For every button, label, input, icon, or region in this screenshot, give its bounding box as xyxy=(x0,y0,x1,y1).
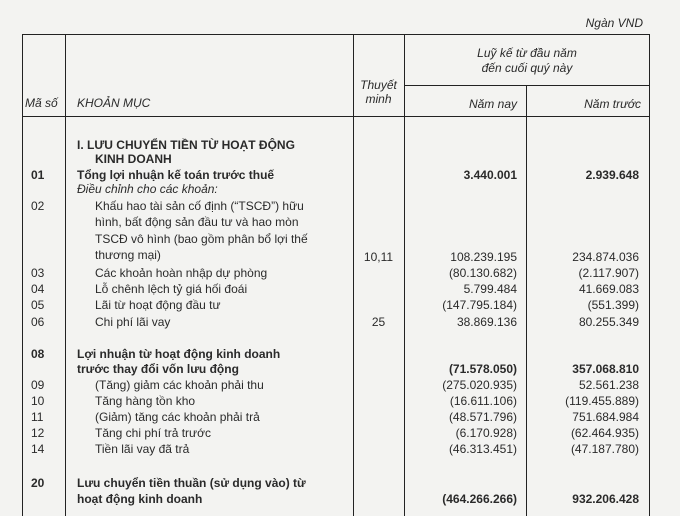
row-04-current: 5.799.484 xyxy=(463,282,517,296)
row-09-current: (275.020.935) xyxy=(442,378,517,392)
row-10-label: Tăng hàng tồn kho xyxy=(95,394,196,408)
cash-flow-table xyxy=(22,34,650,516)
row-08-label-line2: trước thay đổi vốn lưu động xyxy=(77,362,239,376)
row-14-code: 14 xyxy=(31,442,45,456)
row-05-current: (147.795.184) xyxy=(442,298,517,312)
row-09-label: (Tăng) giảm các khoản phải thu xyxy=(95,378,264,392)
header-code: Mã số xyxy=(25,96,58,110)
row-04-code: 04 xyxy=(31,282,45,296)
row-10-prior: (119.455.889) xyxy=(565,394,639,408)
row-02-current: 108.239.195 xyxy=(450,250,517,264)
row-14-prior: (47.187.780) xyxy=(570,442,639,456)
header-prior-year: Năm trước xyxy=(584,97,641,111)
row-05-code: 05 xyxy=(31,298,45,312)
row-02-label-line2: hình, bất động sản đầu tư và hao mòn xyxy=(95,215,299,229)
row-02-label-line4: thương mại) xyxy=(95,248,161,262)
row-12-prior: (62.464.935) xyxy=(570,426,639,440)
row-02-prior: 234.874.036 xyxy=(572,250,639,264)
row-01-code: 01 xyxy=(31,168,45,182)
row-03-label: Các khoản hoàn nhập dự phòng xyxy=(95,266,268,280)
row-09-code: 09 xyxy=(31,378,45,392)
row-12-code: 12 xyxy=(31,426,45,440)
row-03-prior: (2.117.907) xyxy=(578,266,639,280)
section-title-line1: I. LƯU CHUYỂN TIỀN TỪ HOẠT ĐỘNG xyxy=(77,138,295,152)
column-divider xyxy=(65,35,66,516)
row-01-prior: 2.939.648 xyxy=(585,168,639,182)
row-04-label: Lỗ chênh lệch tỷ giá hối đoái xyxy=(95,282,248,296)
row-09-prior: 52.561.238 xyxy=(578,378,639,392)
row-02-label-line1: Khấu hao tài sản cố định (“TSCĐ”) hữu xyxy=(95,199,304,213)
row-05-prior: (551.399) xyxy=(587,298,639,312)
row-20-prior: 932.206.428 xyxy=(572,492,639,506)
row-20-code: 20 xyxy=(31,476,45,490)
row-06-label: Chi phí lãi vay xyxy=(95,315,171,329)
row-08-code: 08 xyxy=(31,347,45,361)
header-period-line1: Luỹ kế từ đầu năm xyxy=(477,46,577,60)
row-01-label: Tổng lợi nhuận kế toán trước thuế xyxy=(77,168,275,182)
row-11-prior: 751.684.984 xyxy=(572,410,639,424)
row-11-code: 11 xyxy=(31,410,44,424)
row-10-code: 10 xyxy=(31,394,45,408)
row-06-note: 25 xyxy=(371,315,386,329)
row-03-current: (80.130.682) xyxy=(448,266,517,280)
header-note-line2: minh xyxy=(365,92,392,106)
row-08-label-line1: Lợi nhuận từ hoạt động kinh doanh xyxy=(77,347,281,361)
row-08-prior: 357.068.810 xyxy=(572,362,639,376)
currency-unit-label: Ngàn VND xyxy=(585,16,643,30)
row-05-label: Lãi từ hoạt động đầu tư xyxy=(95,298,221,312)
row-10-current: (16.611.106) xyxy=(449,394,517,408)
row-14-label: Tiền lãi vay đã trả xyxy=(95,442,190,456)
row-04-prior: 41.669.083 xyxy=(578,282,639,296)
header-bottom-border xyxy=(23,116,649,117)
row-02-code: 02 xyxy=(31,199,45,213)
row-06-code: 06 xyxy=(31,315,45,329)
header-item: KHOẢN MỤC xyxy=(77,96,151,110)
row-11-label: (Giảm) tăng các khoản phải trả xyxy=(95,410,260,424)
row-12-current: (6.170.928) xyxy=(455,426,517,440)
adjustments-label: Điều chỉnh cho các khoản: xyxy=(77,182,218,196)
row-14-current: (46.313.451) xyxy=(448,442,517,456)
row-08-current: (71.578.050) xyxy=(448,362,517,376)
row-03-code: 03 xyxy=(31,266,45,280)
header-note-line1: Thuyết xyxy=(360,78,397,92)
row-02-label-line3: TSCĐ vô hình (bao gồm phân bổ lợi thế xyxy=(95,232,308,246)
header-divider xyxy=(404,85,649,86)
column-divider xyxy=(353,35,354,516)
row-20-label-line1: Lưu chuyển tiền thuần (sử dụng vào) từ xyxy=(77,476,306,490)
row-01-current: 3.440.001 xyxy=(463,168,517,182)
row-12-label: Tăng chi phí trả trước xyxy=(95,426,211,440)
header-current-year: Năm nay xyxy=(468,97,517,111)
header-period-line2: đến cuối quý này xyxy=(481,61,573,75)
row-20-current: (464.266.266) xyxy=(442,492,517,506)
row-20-label-line2: hoạt động kinh doanh xyxy=(77,492,203,506)
row-06-prior: 80.255.349 xyxy=(578,315,639,329)
section-title-line2: KINH DOANH xyxy=(95,152,172,166)
row-02-note: 10,11 xyxy=(363,250,394,264)
row-11-current: (48.571.796) xyxy=(448,410,517,424)
row-06-current: 38.869.136 xyxy=(456,315,517,329)
